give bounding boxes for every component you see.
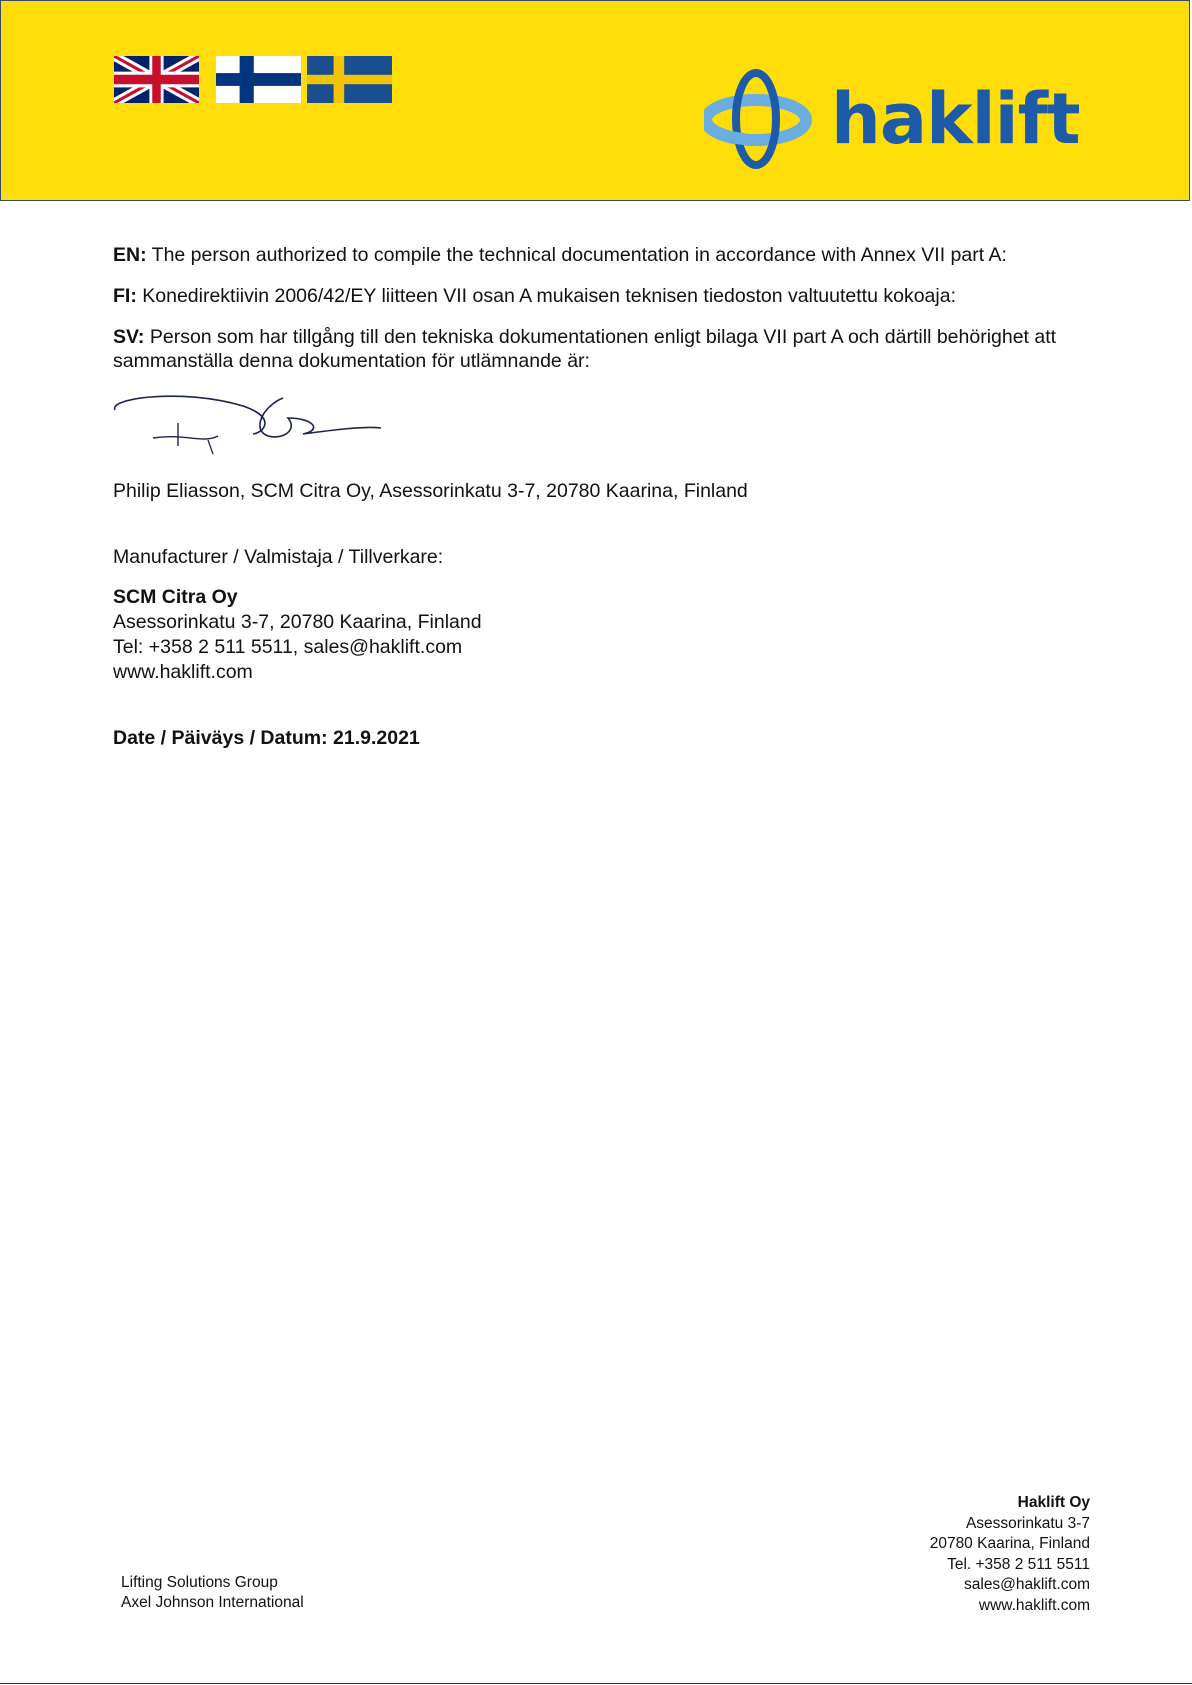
footer-company-tel: Tel. +358 2 511 5511 xyxy=(947,1555,1090,1573)
footer-company-info xyxy=(930,1493,1090,1616)
footer-group-info xyxy=(121,1573,304,1613)
statement-fi xyxy=(113,284,1093,308)
footer-company-email: sales@haklift.com xyxy=(964,1576,1090,1593)
brand-wordmark: haklift xyxy=(831,78,1080,160)
date-line: Date / Päiväys / Datum: 21.9.2021 xyxy=(113,727,420,749)
footer-company-web: www.haklift.com xyxy=(978,1596,1090,1614)
statement-sv-label: SV: xyxy=(113,326,145,348)
manufacturer-contact: Tel: +358 2 511 5511, sales@haklift.com xyxy=(113,636,463,658)
footer-group-line2: Axel Johnson International xyxy=(121,1594,304,1611)
handwritten-signature xyxy=(113,388,383,463)
header-banner xyxy=(0,0,1190,201)
uk-flag-icon xyxy=(114,56,199,103)
footer-company-city: 20780 Kaarina, Finland xyxy=(929,1535,1090,1552)
bottom-rule xyxy=(0,1683,1192,1684)
footer-company-street: Asessorinkatu 3-7 xyxy=(965,1514,1090,1532)
footer-group-line1: Lifting Solutions Group xyxy=(121,1574,278,1591)
manufacturer-heading: Manufacturer / Valmistaja / Tillverkare: xyxy=(113,546,444,568)
statement-en xyxy=(113,243,1093,267)
statement-en-label: EN: xyxy=(113,244,147,266)
manufacturer-name: SCM Citra Oy xyxy=(113,586,238,608)
statement-en-text: The person authorized to compile the technical documentation in accordance with Annex VII part A: xyxy=(146,244,1007,266)
statement-fi-text: Konedirektiivin 2006/42/EY liitteen VII osan A mukaisen teknisen tiedoston valtuutettu kokoaja: xyxy=(136,285,956,307)
manufacturer-block xyxy=(113,585,1093,685)
statement-sv-text: Person som har tillgång till den tekniska dokumentationen enligt bilaga VII part A och därtill behörighet att sammanställa denna dokumentation för utlämnande är: xyxy=(113,326,1057,372)
manufacturer-web: www.haklift.com xyxy=(113,661,253,683)
manufacturer-address: Asessorinkatu 3-7, 20780 Kaarina, Finland xyxy=(113,611,482,633)
sweden-flag-icon xyxy=(307,56,392,103)
statement-fi-label: FI: xyxy=(113,285,137,307)
footer-company-name: Haklift Oy xyxy=(1017,1494,1090,1511)
authorized-person: Philip Eliasson, SCM Citra Oy, Asessorinkatu 3-7, 20780 Kaarina, Finland xyxy=(113,480,748,502)
finland-flag-icon xyxy=(216,56,301,103)
statement-sv xyxy=(113,325,1093,373)
